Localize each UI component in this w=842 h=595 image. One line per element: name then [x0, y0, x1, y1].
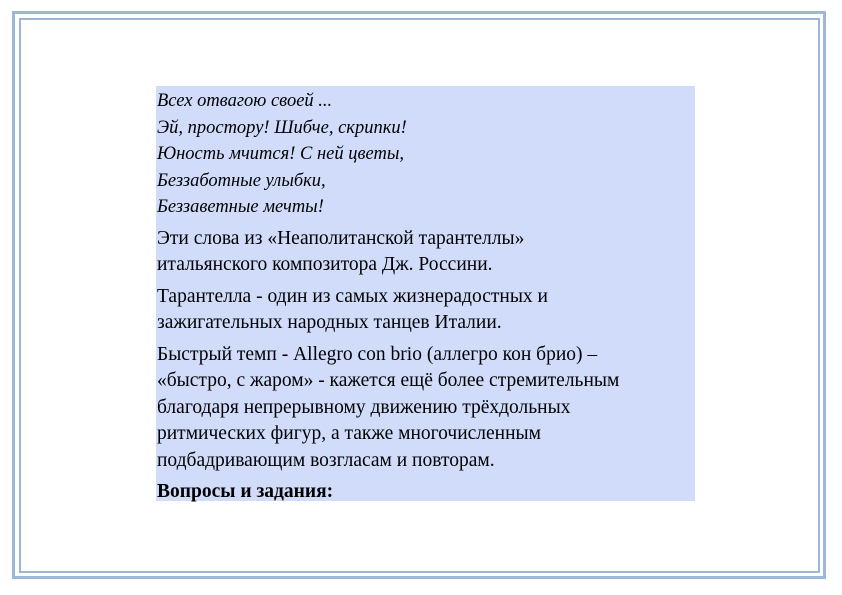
- paragraph-line: зажигательных народных танцев Италии.: [157, 312, 502, 333]
- poem-excerpt: [157, 88, 695, 221]
- paragraph-line: ритмических фигур, а также многочисленным: [157, 423, 541, 444]
- poem-line: Всех отвагою своей ...: [157, 91, 333, 111]
- paragraph-source: [157, 226, 695, 279]
- poem-line: Юность мчится! С ней цветы,: [157, 144, 404, 164]
- poem-line: Беззаботные улыбки,: [157, 170, 326, 191]
- text-box: [156, 86, 695, 501]
- paragraph-line: «быстро, с жаром» - кажется ещё более стремительным: [157, 370, 620, 391]
- paragraph-line: Тарантелла - один из самых жизнерадостных и: [157, 285, 548, 307]
- poem-line: Эй, простору! Шибче, скрипки!: [157, 117, 407, 138]
- paragraph-line: Быстрый темп - Allegro con brio (аллегро кон брио) –: [157, 343, 598, 365]
- paragraph-definition: [157, 284, 695, 337]
- questions-heading: Вопросы и задания:: [157, 481, 334, 502]
- paragraph-line: подбадривающим возгласам и повторам.: [157, 449, 495, 471]
- paragraph-tempo: [157, 342, 695, 475]
- poem-line: Беззаветные мечты!: [157, 197, 324, 217]
- paragraph-line: Эти слова из «Неаполитанской тарантеллы»: [157, 227, 525, 249]
- paragraph-line: благодаря непрерывному движению трёхдольных: [157, 396, 571, 418]
- paragraph-line: итальянского композитора Дж. Россини.: [157, 254, 493, 275]
